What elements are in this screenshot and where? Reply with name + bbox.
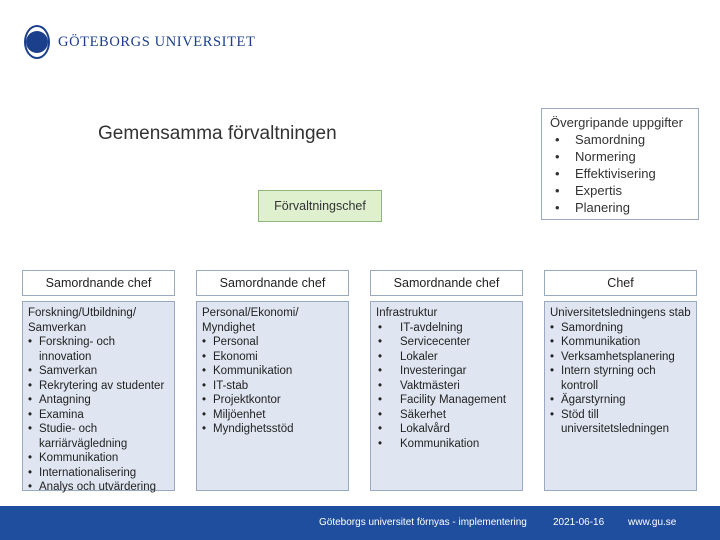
university-seal-icon (24, 25, 50, 59)
list-item: • Forskning- och innovation (28, 335, 169, 364)
overview-box (541, 108, 699, 220)
list-item: • IT-stab (202, 379, 343, 394)
list-item: • Lokalvård (376, 422, 517, 437)
list-item: • Vaktmästeri (376, 379, 517, 394)
footer-text: Göteborgs universitet förnyas - implementering (319, 517, 527, 528)
list-item: • Verksamhetsplanering (550, 350, 691, 365)
column-title: Universitetsledningens stab (550, 307, 691, 319)
list-item: • Projektkontor (202, 393, 343, 408)
chief-box: Förvaltningschef (258, 190, 382, 222)
column-list (28, 335, 169, 495)
list-item: • Ägarstyrning (550, 393, 691, 408)
list-item: • Säkerhet (376, 408, 517, 423)
university-logo (24, 22, 254, 62)
column-personnel (196, 270, 349, 491)
list-item: • Intern styrning och kontroll (550, 364, 691, 393)
list-item: • Antagning (28, 393, 169, 408)
list-item: • Studie- och karriärvägledning (28, 422, 169, 451)
column-header: Chef (544, 270, 697, 296)
list-item: • Samordning (550, 321, 691, 336)
column-infrastructure (370, 270, 523, 491)
list-item: • Rekrytering av studenter (28, 379, 169, 394)
list-item: • Servicecenter (376, 335, 517, 350)
list-item: • Kommunikation (28, 451, 169, 466)
column-list (202, 335, 343, 437)
column-header: Samordnande chef (22, 270, 175, 296)
overview-list (550, 131, 690, 216)
column-research (22, 270, 175, 491)
list-item: • Analys och utvärdering (28, 480, 169, 495)
overview-item: • Normering (550, 148, 690, 165)
footer-bar (0, 506, 720, 540)
list-item: • IT-avdelning (376, 321, 517, 336)
list-item: • Ekonomi (202, 350, 343, 365)
overview-item: • Expertis (550, 182, 690, 199)
page-title: Gemensamma förvaltningen (98, 123, 337, 144)
list-item: • Samverkan (28, 364, 169, 379)
list-item: • Internationalisering (28, 466, 169, 481)
column-body (544, 301, 697, 491)
list-item: • Kommunikation (202, 364, 343, 379)
footer-url[interactable]: www.gu.se (628, 517, 677, 528)
list-item: • Investeringar (376, 364, 517, 379)
list-item: • Facility Management (376, 393, 517, 408)
column-list (376, 321, 517, 452)
column-body (22, 301, 175, 491)
logo-text: GÖTEBORGS UNIVERSITET (58, 33, 256, 50)
list-item: • Lokaler (376, 350, 517, 365)
list-item: • Examina (28, 408, 169, 423)
overview-title: Övergripande uppgifter (550, 115, 683, 130)
list-item: • Personal (202, 335, 343, 350)
overview-item: • Planering (550, 199, 690, 216)
column-body (370, 301, 523, 491)
column-body (196, 301, 349, 491)
list-item: • Stöd till universitetsledningen (550, 408, 691, 437)
column-title: Forskning/Utbildning/ Samverkan (28, 307, 137, 334)
column-list (550, 321, 691, 437)
list-item: • Miljöenhet (202, 408, 343, 423)
column-leadership-staff (544, 270, 697, 491)
list-item: • Kommunikation (550, 335, 691, 350)
column-title: Infrastruktur (376, 307, 438, 319)
footer-date: 2021-06-16 (553, 517, 605, 528)
list-item: • Kommunikation (376, 437, 517, 452)
column-title: Personal/Ekonomi/ Myndighet (202, 307, 299, 334)
overview-item: • Effektivisering (550, 165, 690, 182)
column-header: Samordnande chef (196, 270, 349, 296)
list-item: • Myndighetsstöd (202, 422, 343, 437)
column-header: Samordnande chef (370, 270, 523, 296)
overview-item: • Samordning (550, 131, 690, 148)
